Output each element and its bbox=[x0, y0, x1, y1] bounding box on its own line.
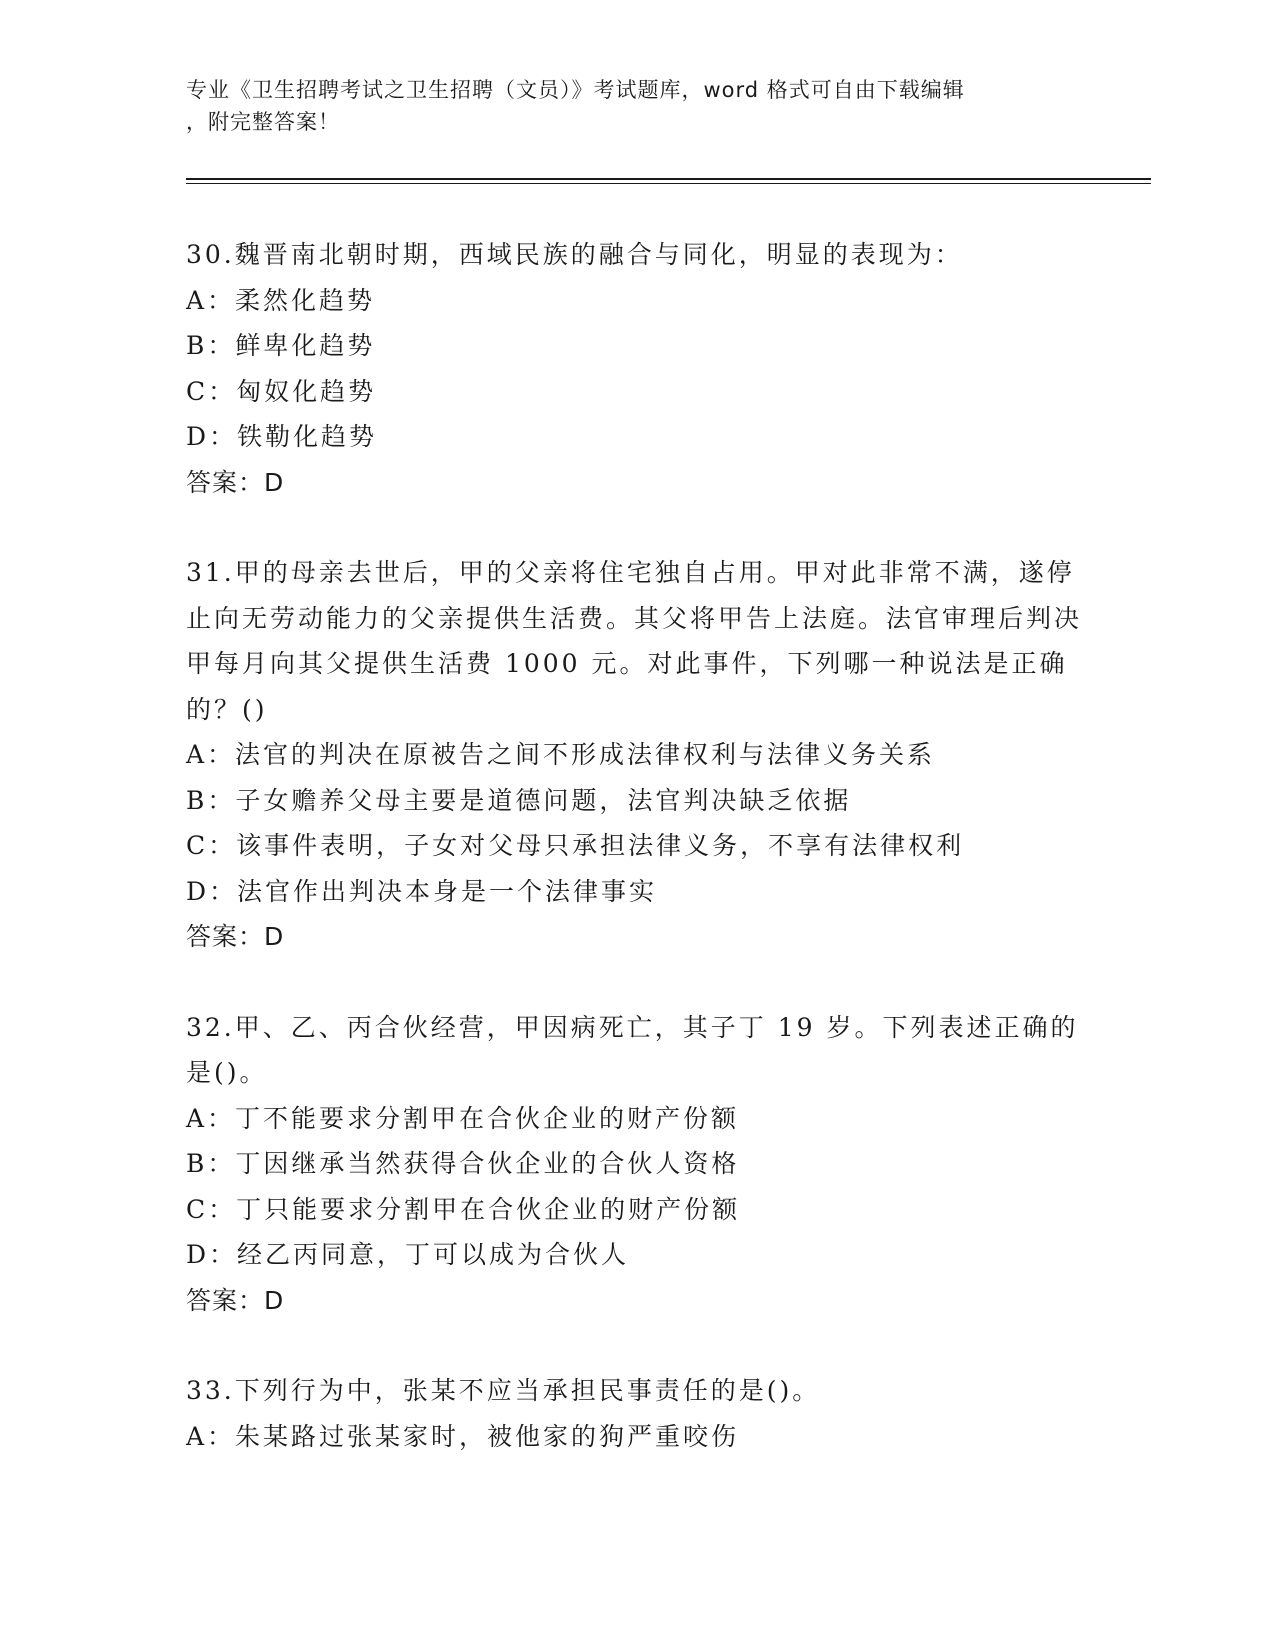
option-b: B：鲜卑化趋势 bbox=[186, 331, 376, 360]
question-list bbox=[186, 232, 1086, 1504]
question-31 bbox=[186, 550, 1086, 960]
header-line-1: 专业《卫生招聘考试之卫生招聘（文员）》考试题库，word 格式可自由下载编辑 bbox=[186, 78, 965, 102]
option-c: C：该事件表明，子女对父母只承担法律义务，不享有法律权利 bbox=[186, 831, 965, 860]
header-line-2: ，附完整答案！ bbox=[186, 110, 340, 134]
question-33 bbox=[186, 1368, 1086, 1459]
answer-line: 答案：D bbox=[186, 922, 285, 951]
answer-line: 答案：D bbox=[186, 1285, 285, 1315]
question-32 bbox=[186, 1005, 1086, 1324]
header-divider-thin bbox=[186, 183, 1151, 184]
document-header bbox=[186, 74, 1066, 138]
option-d: D：经乙丙同意，丁可以成为合伙人 bbox=[186, 1240, 630, 1269]
question-stem: 30.魏晋南北朝时期，西域民族的融合与同化，明显的表现为： bbox=[186, 240, 963, 269]
question-30 bbox=[186, 232, 1086, 505]
question-stem: 32.甲、乙、丙合伙经营，甲因病死亡，其子丁 19 岁。下列表述正确的是()。 bbox=[186, 1012, 1079, 1087]
header-divider-thick bbox=[186, 178, 1151, 180]
option-a: A：法官的判决在原被告之间不形成法律权利与法律义务关系 bbox=[186, 740, 936, 769]
option-b: B：子女赡养父母主要是道德问题，法官判决缺乏依据 bbox=[186, 785, 852, 815]
option-d: D：铁勒化趋势 bbox=[186, 422, 378, 451]
option-b: B：丁因继承当然获得合伙企业的合伙人资格 bbox=[186, 1149, 740, 1178]
question-stem: 33.下列行为中，张某不应当承担民事责任的是()。 bbox=[186, 1376, 821, 1405]
option-c: C：匈奴化趋势 bbox=[186, 376, 377, 406]
option-a: A：朱某路过张某家时，被他家的狗严重咬伤 bbox=[186, 1421, 740, 1451]
option-c: C：丁只能要求分割甲在合伙企业的财产份额 bbox=[186, 1194, 741, 1224]
answer-line: 答案：D bbox=[186, 467, 285, 497]
question-stem: 31.甲的母亲去世后，甲的父亲将住宅独自占用。甲对此非常不满，遂停止向无劳动能力的父亲提供生活费。其父将甲告上法庭。法官审理后判决甲每月向其父提供生活费 1000 元。对此事件，下列哪一种说法是正确的？() bbox=[186, 558, 1083, 724]
option-a: A：柔然化趋势 bbox=[186, 285, 376, 315]
option-d: D：法官作出判决本身是一个法律事实 bbox=[186, 876, 658, 906]
option-a: A：丁不能要求分割甲在合伙企业的财产份额 bbox=[186, 1103, 740, 1133]
